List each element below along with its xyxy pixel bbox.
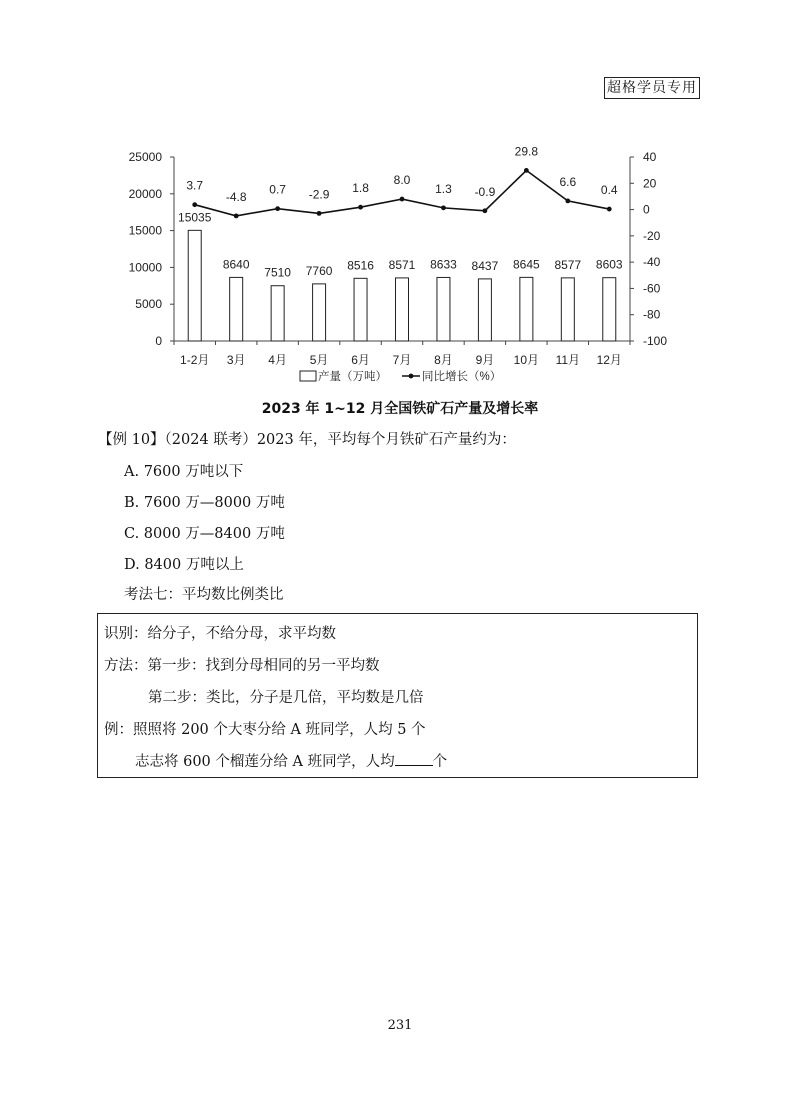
- y-left-tick-label: 20000: [128, 186, 162, 201]
- production-bar: [354, 278, 367, 341]
- example-line-2-end: 个: [432, 754, 448, 770]
- student-only-badge: 超格学员专用: [604, 77, 700, 99]
- growth-label: -2.9: [308, 187, 330, 202]
- growth-label: 8.0: [393, 173, 411, 188]
- legend-bar-label: 产量（万吨）: [318, 371, 387, 383]
- production-bar: [396, 278, 409, 341]
- production-bar: [603, 278, 616, 341]
- production-label: 8571: [388, 257, 416, 272]
- production-label: 7510: [264, 265, 291, 280]
- example-line-2: [135, 750, 447, 771]
- x-tick-label: 6月: [351, 353, 370, 367]
- y-right-tick-label: 20: [643, 176, 657, 191]
- growth-label: -0.9: [474, 184, 496, 199]
- growth-point: [192, 202, 197, 207]
- growth-point: [317, 211, 322, 216]
- production-label: 8577: [554, 257, 582, 272]
- production-bar: [478, 279, 491, 341]
- option-a: A. 7600 万吨以下: [124, 464, 244, 480]
- growth-point: [565, 198, 570, 203]
- production-label: 15035: [178, 210, 212, 225]
- question-stem: 【例 10】（2024 联考）2023 年，平均每个月铁矿石产量约为：: [98, 432, 516, 448]
- growth-label: 6.6: [559, 174, 577, 189]
- growth-point: [400, 197, 405, 202]
- legend-line-label: 同比增长（%）: [422, 371, 502, 383]
- legend-line-marker: [409, 374, 414, 379]
- iron-ore-chart: [0, 140, 800, 395]
- growth-point: [275, 206, 280, 211]
- option-d: D. 8400 万吨以上: [124, 557, 244, 573]
- y-left-tick-label: 0: [155, 334, 162, 348]
- y-right-tick-label: -60: [643, 281, 661, 296]
- growth-point: [483, 208, 488, 213]
- chart-title: 2023 年 1~12 月全国铁矿石产量及增长率: [261, 401, 539, 417]
- production-bar: [561, 278, 574, 341]
- x-tick-label: 12月: [596, 353, 622, 367]
- method-title: 考法七：平均数比例类比: [124, 587, 284, 603]
- page-number: 231: [387, 1018, 413, 1033]
- growth-point: [607, 207, 612, 212]
- x-tick-label: 10月: [513, 353, 540, 367]
- growth-label: 1.8: [352, 181, 369, 196]
- growth-label: 3.7: [186, 178, 204, 193]
- y-right-tick-label: -100: [643, 334, 668, 348]
- x-tick-label: 8月: [434, 353, 453, 367]
- method-step1: 方法：第一步：找到分母相同的另一平均数: [104, 658, 380, 674]
- production-label: 7760: [305, 263, 333, 278]
- y-left-tick-label: 25000: [128, 150, 162, 164]
- option-c: C. 8000 万—8400 万吨: [124, 526, 285, 542]
- y-right-tick-label: -40: [643, 255, 661, 270]
- identify-line: 识别：给分子，不给分母，求平均数: [104, 626, 336, 642]
- y-right-tick-label: 40: [643, 150, 657, 164]
- growth-point: [524, 168, 529, 173]
- production-bar: [188, 230, 201, 341]
- chart-legend: [300, 369, 501, 383]
- method-box: [97, 613, 698, 778]
- y-right-tick-label: -20: [643, 228, 661, 243]
- y-left-tick-label: 10000: [128, 260, 162, 275]
- production-bar: [313, 284, 326, 341]
- growth-label: 29.8: [514, 144, 539, 159]
- x-tick-label: 1-2月: [180, 353, 210, 367]
- growth-point: [441, 205, 446, 210]
- method-step2: 第二步：类比，分子是几倍，平均数是几倍: [148, 690, 424, 706]
- answer-blank: [395, 753, 433, 766]
- production-label: 8645: [513, 257, 540, 272]
- production-label: 8640: [222, 257, 250, 272]
- growth-label: -4.8: [225, 189, 247, 204]
- production-label: 8516: [347, 258, 374, 273]
- production-label: 8437: [471, 258, 499, 273]
- option-b: B. 7600 万—8000 万吨: [124, 495, 285, 511]
- production-bar: [230, 277, 243, 341]
- legend-bar-swatch: [300, 371, 316, 381]
- production-bar: [520, 277, 533, 341]
- x-tick-label: 3月: [226, 353, 246, 367]
- production-label: 8603: [595, 257, 623, 272]
- production-bar: [437, 277, 450, 341]
- x-tick-label: 7月: [392, 353, 412, 367]
- y-right-tick-label: -80: [643, 307, 661, 322]
- example-line-1: 例：照照将 200 个大枣分给 A 班同学，人均 5 个: [104, 722, 426, 738]
- y-left-tick-label: 5000: [135, 297, 162, 312]
- chart-labels: [178, 144, 623, 279]
- x-tick-label: 4月: [268, 353, 287, 367]
- growth-point: [234, 213, 239, 218]
- production-label: 8633: [430, 257, 457, 272]
- y-right-tick-label: 0: [643, 202, 650, 217]
- chart-bars: [188, 230, 616, 341]
- production-bar: [271, 286, 284, 341]
- growth-label: 0.4: [600, 183, 618, 198]
- x-tick-label: 5月: [309, 353, 329, 367]
- growth-label: 0.7: [269, 182, 286, 197]
- y-left-tick-label: 15000: [128, 223, 162, 238]
- growth-label: 1.3: [435, 181, 452, 196]
- growth-point: [358, 205, 363, 210]
- x-tick-label: 11月: [555, 353, 581, 367]
- x-tick-label: 9月: [475, 353, 495, 367]
- example-line-2-text: 志志将 600 个榴莲分给 A 班同学，人均: [135, 754, 395, 770]
